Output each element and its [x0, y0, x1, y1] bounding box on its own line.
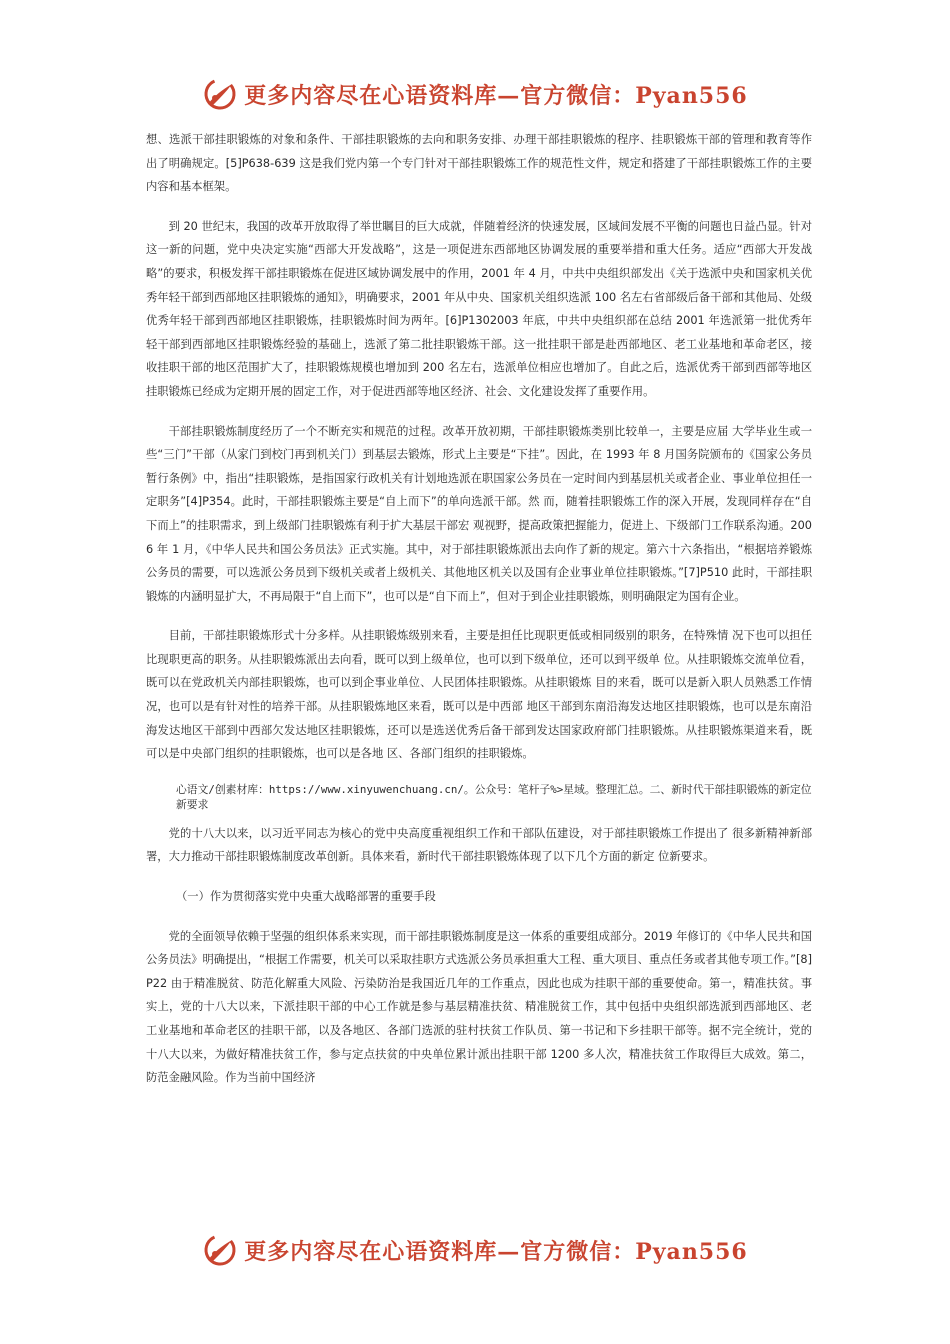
- paragraph-1: 想、选派干部挂职锻炼的对象和条件、干部挂职锻炼的去向和职务安排、办理干部挂职锻炼的程序、挂职锻炼干部的管理和教育等作出了明确规定。[5]P638-639 这是我们党内第一个专门针对干部挂职锻炼工作的规范性文件，规定和搭建了干部挂职锻炼工作的主要内容和基本框架。: [146, 133, 812, 194]
- footer-banner: [0, 1228, 950, 1272]
- brush-logo-icon: [202, 76, 238, 112]
- paragraph-3: 干部挂职锻炼制度经历了一个不断充实和规范的过程。改革开放初期，干部挂职锻炼类别比较单一，主要是应届 大学毕业生或一些“三门”干部（从家门到校门再到机关门）到基层去锻炼，形式上主要是“下挂”。因此，在 1993 年 8 月国务院颁布的《国家公务员暂行条例》中，指出“挂职锻炼，是指国家行政机关有计划地选派在职国家公务员在一定时间内到基层机关或者企业、事业单位担任一定职务”[4]P354。此时，干部挂职锻炼主要是“自上而下”的单向选派干部。然 而，随着挂职锻炼工作的深入开展，发现同样存在“自下而上”的挂职需求，到上级部门挂职锻炼有利于扩大基层干部宏 观视野，提高政策把握能力，促进上、下级部门工作联系沟通。2006 年 1 月，《中华人民共和国公务员法》正式实施。其中，对于部挂职锻炼派出去向作了新的规定。第六十六条指出，“根据培养锻炼公务员的需要，可以选派公务员到下级机关或者上级机关、其他地区机关以及国有企业事业单位挂职锻炼。”[7]P510 此时，干部挂职锻炼的内涵明显扩大，不再局限于“自上而下”，也可以是“自下而上”，但对于到企业挂职锻炼，则明确限定为国有企业。: [146, 424, 812, 603]
- paragraph-5: 党的十八大以来，以习近平同志为核心的党中央高度重视组织工作和干部队伍建设，对于部挂职锻炼工作提出了 很多新精神新部署，大力推动干部挂职锻炼制度改革创新。具体来看，新时代干部挂职锻炼体现了以下几个方面的新定 位新要求。: [146, 826, 812, 864]
- document-body: [146, 128, 812, 1106]
- banner-text: 更多内容尽在心语资料库—官方微信：Pyan556: [244, 82, 748, 109]
- section-subheading: （一）作为贯彻落实党中央重大战略部署的重要手段: [176, 890, 436, 904]
- source-note: 心语文/创素材库：https://www.xinyuwenchuang.cn/。公众号：笔杆子%>星域。整理汇总。二、新时代干部挂职锻炼的新定位新要求: [176, 782, 812, 811]
- banner-text: 更多内容尽在心语资料库—官方微信：Pyan556: [244, 1238, 748, 1265]
- brush-logo-icon: [202, 1232, 238, 1268]
- paragraph-6: 党的全面领导依赖于坚强的组织体系来实现，而干部挂职锻炼制度是这一体系的重要组成部分。2019 年修订的《中华人民共和国公务员法》明确提出，“根据工作需要，机关可以采取挂职方式选派公务员承担重大工程、重大项目、重点任务或者其他专项工作。”[8]P22 由于精准脱贫、防范化解重大风险、污染防治是我国近几年的工作重点，因此也成为挂职干部的重要使命。第一，精准扶贫。事实上，党的十八大以来，下派挂职干部的中心工作就是参与基层精准扶贫、精准脱贫工作，其中包括中央组织部选派到西部地区、老工业基地和革命老区的挂职干部，以及各地区、各部门选派的驻村扶贫工作队员、第一书记和下乡挂职干部等。据不完全统计，党的十八大以来，为做好精准扶贫工作，参与定点扶贫的中央单位累计派出挂职干部 1200 多人次，精准扶贫工作取得巨大成效。第二，防范金融风险。作为当前中国经济: [146, 929, 812, 1085]
- paragraph-4: 目前，干部挂职锻炼形式十分多样。从挂职锻炼级别来看，主要是担任比现职更低或相同级别的职务，在特殊情 况下也可以担任比现职更高的职务。从挂职锻炼派出去向看，既可以到上级单位，也可以到下级单位，还可以到平级单 位。从挂职锻炼交流单位看，既可以在党政机关内部挂职锻炼，也可以到企事业单位、人民团体挂职锻炼。从挂职锻炼 目的来看，既可以是新入职人员熟悉工作情况，也可以是有针对性的培养干部。从挂职锻炼地区来看，既可以是中西部 地区干部到东南沿海发达地区挂职锻炼，也可以是东南沿海发达地区干部到中西部欠发达地区挂职锻炼，还可以是选送优秀后备干部到发达国家政府部门挂职锻炼。从挂职锻炼渠道来看，既可以是中央部门组织的挂职锻炼，也可以是各地 区、各部门组织的挂职锻炼。: [146, 629, 812, 761]
- paragraph-2: 到 20 世纪末，我国的改革开放取得了举世瞩目的巨大成就，伴随着经济的快速发展，区域间发展不平衡的问题也日益凸显。针对这一新的问题，党中央决定实施“西部大开发战略”，这是一项促进东西部地区协调发展的重要举措和重大任务。适应“西部大开发战略”的要求，积极发挥干部挂职锻炼在促进区域协调发展中的作用，2001 年 4 月，中共中央组织部发出《关于选派中央和国家机关优秀年轻干部到西部地区挂职锻炼的通知》，明确要求，2001 年从中央、国家机关组织选派 100 名左右省部级后备干部和其他局、处级优秀年轻干部到西部地区挂职锻炼，挂职锻炼时间为两年。[6]P1302003 年底，中共中央组织部在总结 2001 年选派第一批优秀年轻干部到西部地区挂职锻炼经验的基础上，选派了第二批挂职锻炼干部。这一批挂职干部是赴西部地区、老工业基地和革命老区，接收挂职干部的地区范围扩大了，挂职锻炼规模也增加到 200 名左右，选派单位相应也增加了。自此之后，选派优秀干部到西部等地区挂职锻炼已经成为定期开展的固定工作，对于促进西部等地区经济、社会、文化建设发挥了重要作用。: [146, 219, 812, 398]
- header-banner: [0, 72, 950, 116]
